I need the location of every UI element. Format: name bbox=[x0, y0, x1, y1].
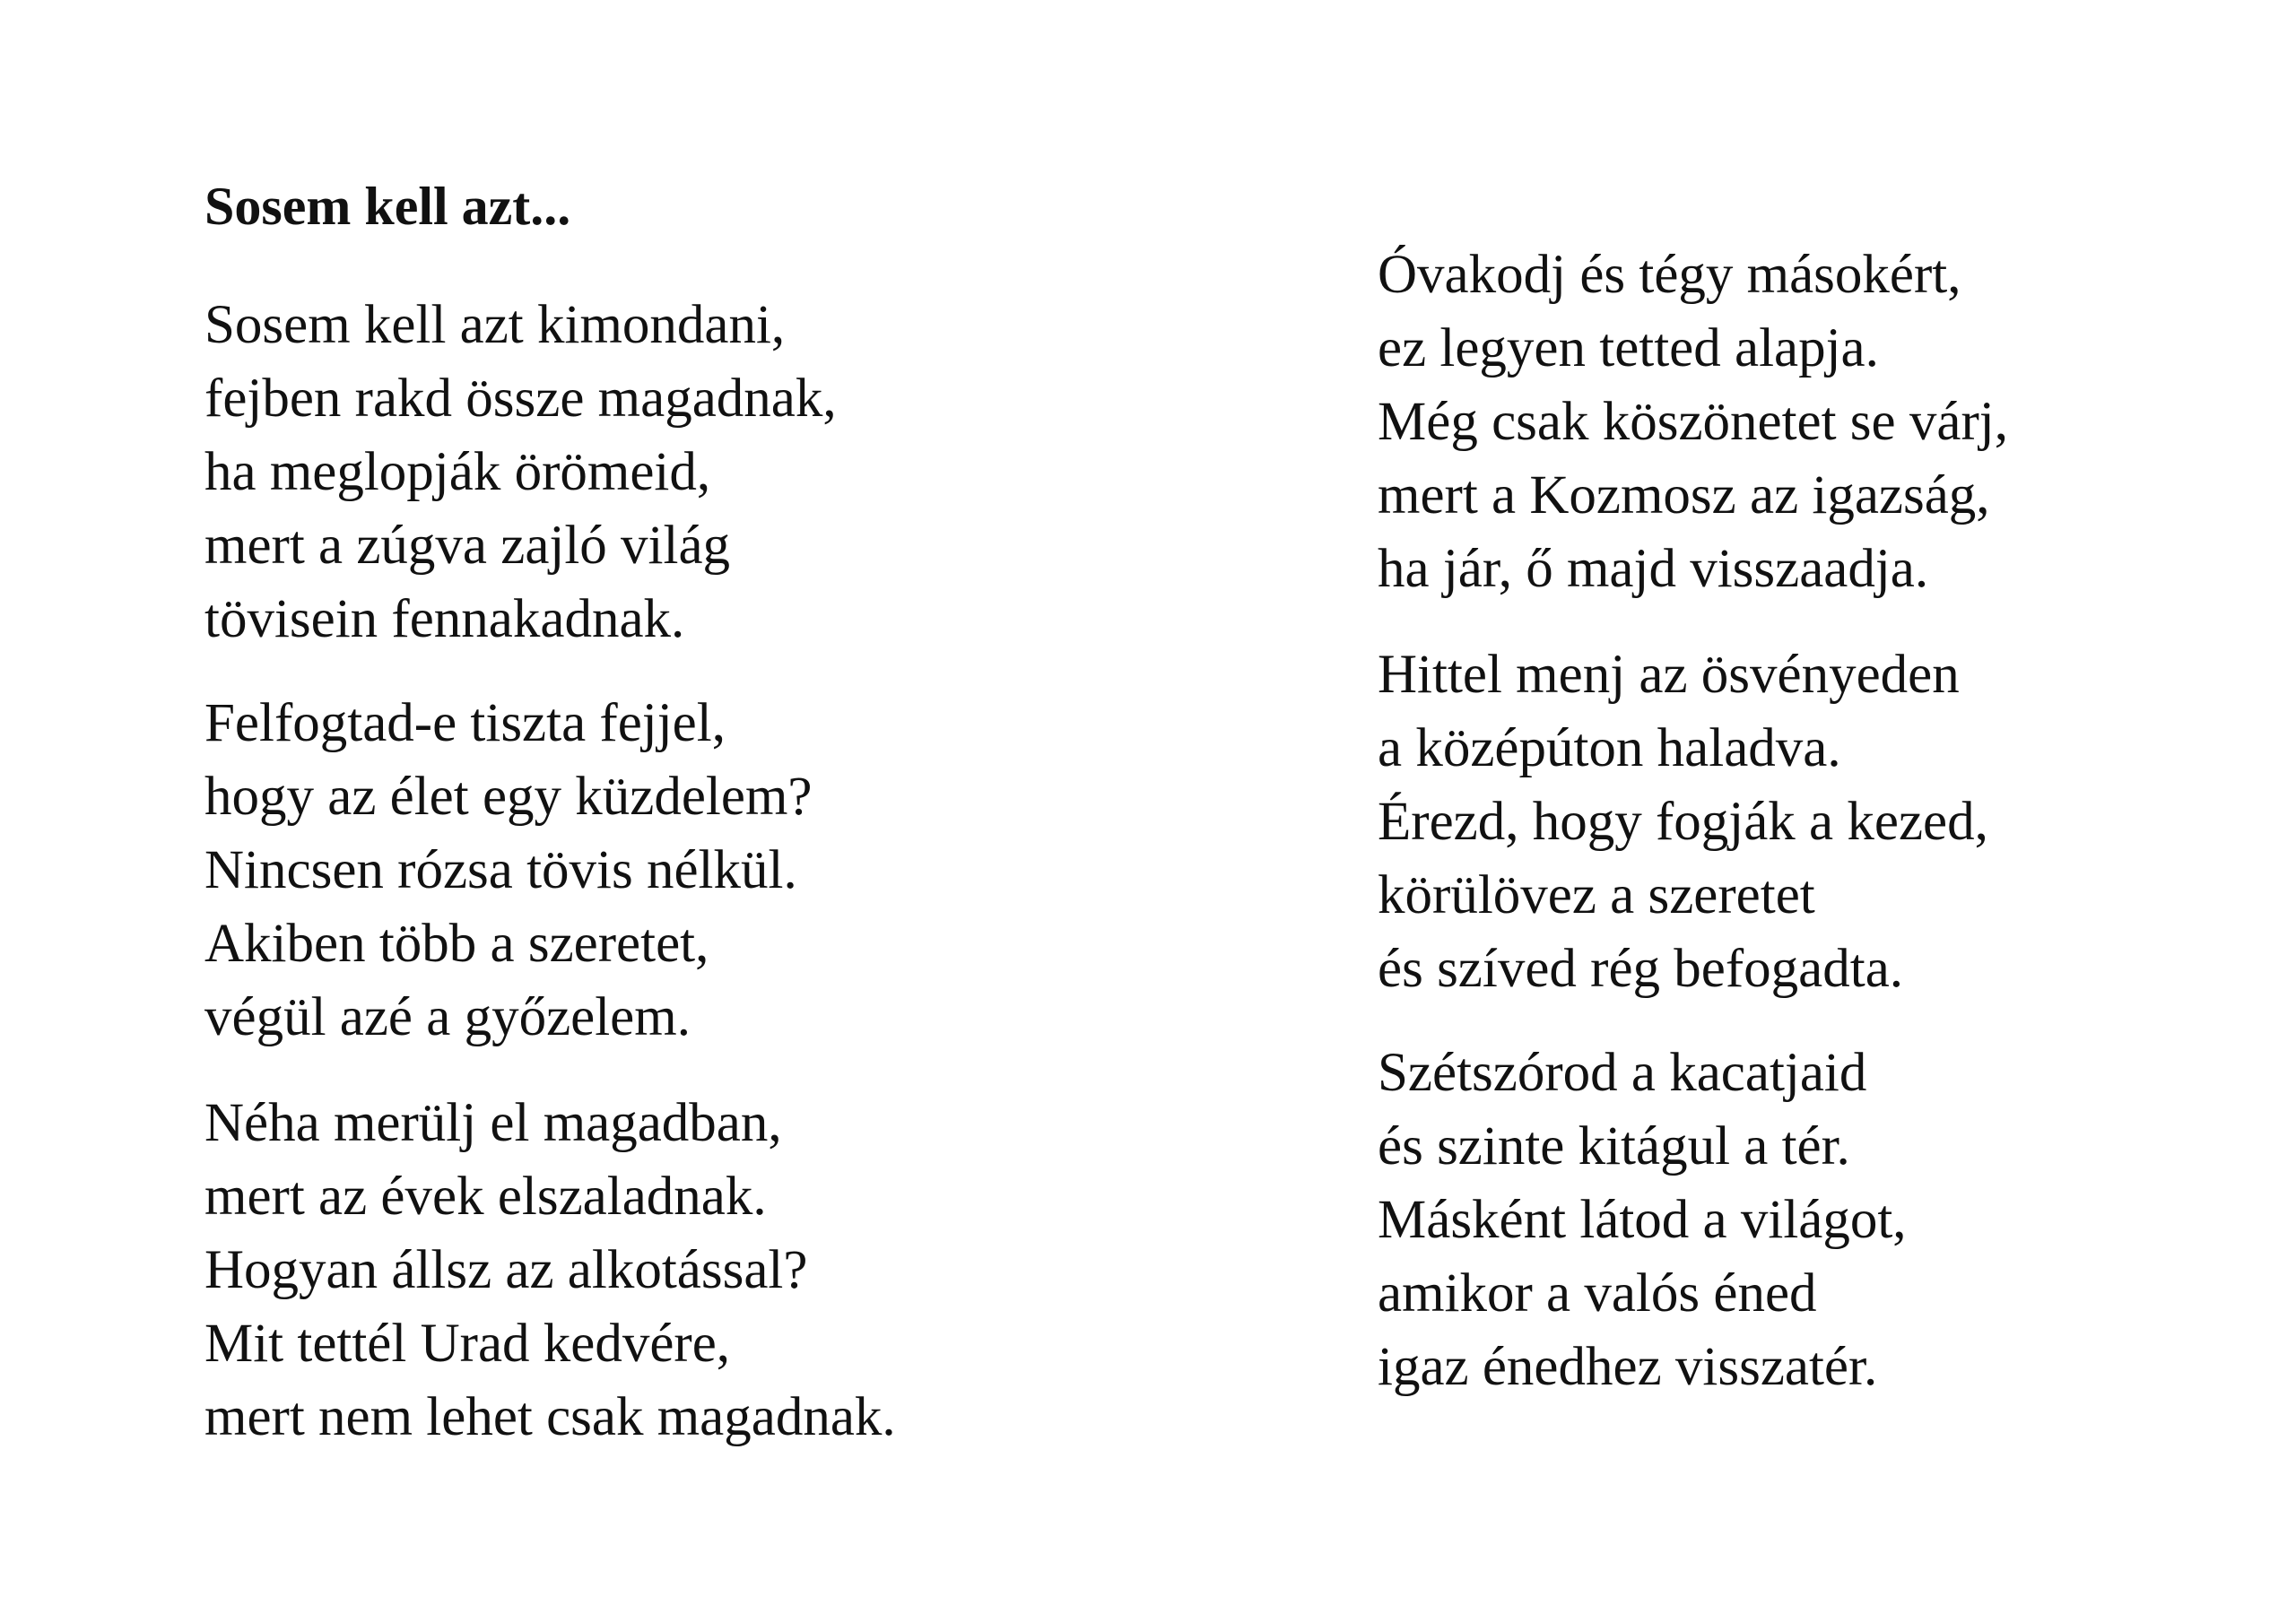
poem-line: Mit tettél Urad kedvére, bbox=[204, 1314, 731, 1374]
poem-line: Másként látod a világot, bbox=[1378, 1190, 1907, 1250]
poem-line: mert a zúgva zajló világ bbox=[204, 516, 731, 576]
poem-line: Sosem kell azt kimondani, bbox=[204, 295, 786, 355]
poem-line: mert nem lehet csak magadnak. bbox=[204, 1387, 896, 1447]
poem-line: fejben rakd össze magadnak, bbox=[204, 369, 837, 429]
stanza bbox=[1378, 638, 1988, 1006]
poem-line: körülövez a szeretet bbox=[1378, 865, 1815, 925]
poem-line: mert az évek elszaladnak. bbox=[204, 1167, 767, 1227]
poem-line: ha meglopják örömeid, bbox=[204, 442, 711, 502]
stanza bbox=[1378, 239, 2008, 606]
poem-line: ha jár, ő majd visszaadja. bbox=[1378, 539, 1929, 599]
poem-line: igaz énedhez visszatér. bbox=[1378, 1337, 1878, 1397]
poem-line: a középúton haladva. bbox=[1378, 718, 1841, 778]
poem-line: ez legyen tetted alapja. bbox=[1378, 318, 1879, 378]
poem-line: mert a Kozmosz az igazság, bbox=[1378, 465, 1990, 525]
poem-line: Érezd, hogy fogják a kezed, bbox=[1378, 792, 1988, 852]
poem-line: Hogyan állsz az alkotással? bbox=[204, 1240, 808, 1300]
stanza bbox=[204, 289, 837, 656]
poem-line: amikor a valós éned bbox=[1378, 1263, 1817, 1324]
poem-line: végül azé a győzelem. bbox=[204, 987, 691, 1047]
poem-line: Hittel menj az ösvényeden bbox=[1378, 645, 1960, 705]
stanza bbox=[1378, 1037, 1907, 1404]
poem-line: hogy az élet egy küzdelem? bbox=[204, 767, 813, 827]
poem-line: Nincsen rózsa tövis nélkül. bbox=[204, 840, 797, 900]
poem-line: Még csak köszönetet se várj, bbox=[1378, 392, 2008, 452]
poem-line: Felfogtad-e tiszta fejjel, bbox=[204, 693, 726, 753]
poem-title: Sosem kell azt... bbox=[204, 177, 571, 236]
stanza bbox=[204, 1087, 896, 1454]
poem-line: Néha merülj el magadban, bbox=[204, 1093, 782, 1153]
poem-line: és szíved rég befogadta. bbox=[1378, 939, 1904, 999]
poem-line: Szétszórod a kacatjaid bbox=[1378, 1043, 1867, 1103]
stanza bbox=[204, 687, 812, 1055]
poem-line: Óvakodj és tégy másokért, bbox=[1378, 245, 1961, 305]
poem-line: és szinte kitágul a tér. bbox=[1378, 1116, 1850, 1176]
poem-line: Akiben több a szeretet, bbox=[204, 914, 709, 974]
poem-line: tövisein fennakadnak. bbox=[204, 589, 685, 649]
